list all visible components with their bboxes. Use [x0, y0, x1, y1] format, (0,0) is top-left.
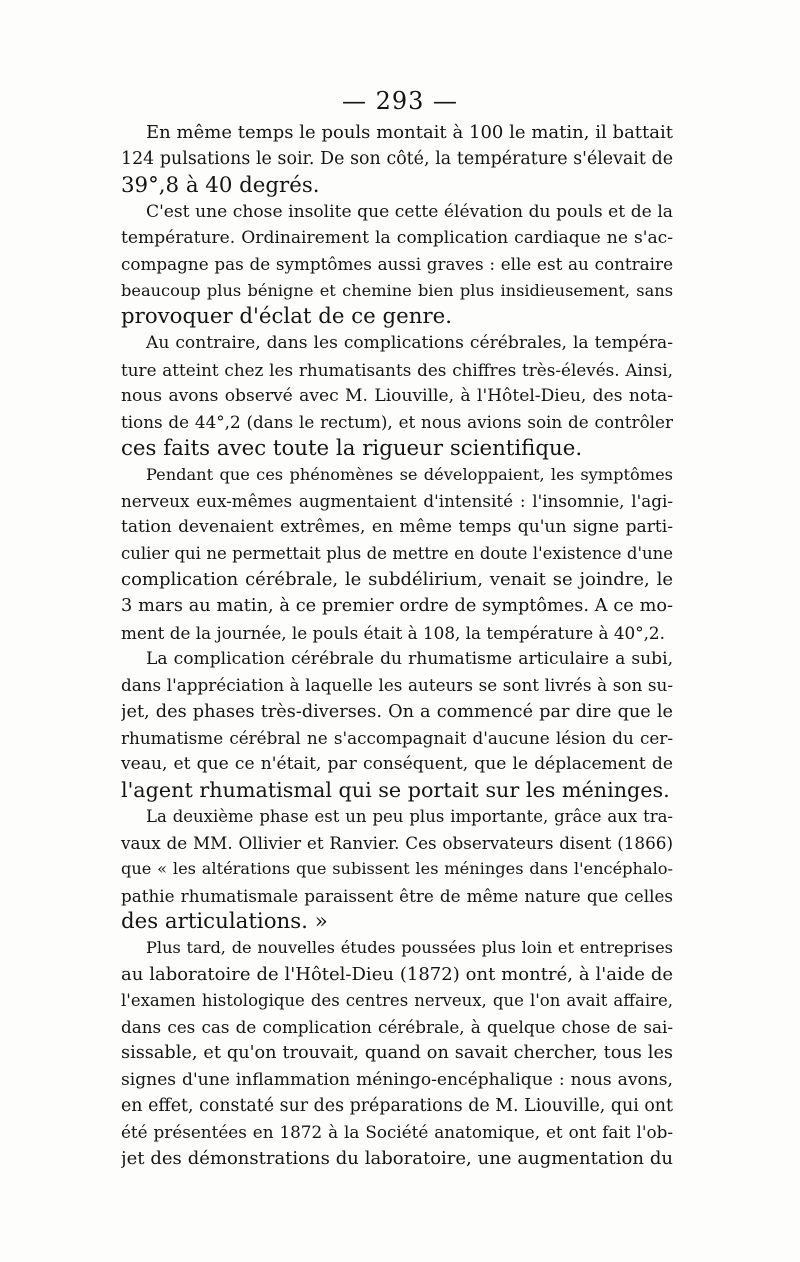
- text-line: Plus tard, de nouvelles études poussées plus loin et entreprises: [146, 938, 673, 958]
- text-line: provoquer d'éclat de ce genre.: [121, 304, 453, 330]
- text-line: 39°,8 à 40 degrés.: [121, 172, 320, 198]
- text-line: que « les altérations que subissent les méninges dans l'encéphalo-: [121, 859, 673, 879]
- text-line: La complication cérébrale du rhumatisme articulaire a subi,: [146, 648, 673, 669]
- text-line: ces faits avec toute la rigueur scientifique.: [121, 435, 583, 461]
- text-line: 124 pulsations le soir. De son côté, la température s'élevait de: [121, 149, 673, 170]
- text-line: nous avons observé avec M. Liouville, à l'Hôtel-Dieu, des nota-: [121, 385, 673, 406]
- text-line: 3 mars au matin, à ce premier ordre de symptômes. A ce mo-: [121, 596, 673, 617]
- text-line: beaucoup plus bénigne et chemine bien plus insidieusement, sans: [121, 280, 673, 300]
- text-line: signes d'une inflammation méningo-encéphalique : nous avons,: [121, 1069, 673, 1090]
- text-line: Pendant que ces phénomènes se développaient, les symptômes: [146, 464, 673, 484]
- text-line: des articulations. »: [121, 908, 328, 934]
- text-line: veau, et que ce n'était, par conséquent, que le déplacement de: [121, 754, 673, 775]
- paragraph: [121, 330, 673, 461]
- text-line: jet, des phases très-diverses. On a commencé par dire que le: [121, 701, 673, 722]
- text-line: dans ces cas de complication cérébrale, à quelque chose de sai-: [121, 1017, 673, 1038]
- text-line: Au contraire, dans les complications cérébrales, la tempéra-: [146, 333, 673, 354]
- text-line: ture atteint chez les rhumatisants des chiffres très-élevés. Ainsi,: [121, 359, 673, 380]
- paragraph: [121, 935, 673, 1172]
- text-line: l'agent rhumatismal qui se portait sur les méninges.: [121, 778, 670, 803]
- paragraph: [121, 199, 673, 330]
- page-number: — 293 —: [341, 87, 459, 115]
- text-line: ment de la journée, le pouls était à 108, la température à 40°,2.: [121, 622, 665, 643]
- text-line: rhumatisme cérébral ne s'accompagnait d'aucune lésion du cer-: [121, 727, 673, 748]
- text-line: vaux de MM. Ollivier et Ranvier. Ces observateurs disent (1866): [121, 833, 673, 854]
- text-line: complication cérébrale, le subdélirium, venait se joindre, le: [121, 569, 673, 591]
- text-line: en effet, constaté sur des préparations de M. Liouville, qui ont: [121, 1095, 673, 1116]
- paragraph: [121, 646, 673, 804]
- text-line: été présentées en 1872 à la Société anatomique, et ont fait l'ob-: [121, 1122, 673, 1143]
- paragraph: [121, 462, 673, 646]
- text-line: tions de 44°,2 (dans le rectum), et nous avions soin de contrôler: [121, 412, 673, 433]
- text-line: compagne pas de symptômes aussi graves : elle est au contraire: [121, 254, 673, 275]
- text-line: température. Ordinairement la complication cardiaque ne s'ac-: [121, 228, 673, 249]
- body-text: [121, 120, 673, 1172]
- text-line: En même temps le pouls montait à 100 le matin, il battait: [146, 122, 673, 143]
- text-line: La deuxième phase est un peu plus importante, grâce aux tra-: [146, 806, 673, 826]
- text-line: dans l'appréciation à laquelle les auteurs se sont livrés à son su-: [121, 675, 673, 696]
- text-line: pathie rhumatismale paraissent être de même nature que celles: [121, 885, 673, 906]
- text-line: tation devenaient extrêmes, en même temps qu'un signe parti-: [121, 517, 673, 538]
- text-line: sissable, et qu'on trouvait, quand on savait chercher, tous les: [121, 1043, 673, 1064]
- text-line: au laboratoire de l'Hôtel-Dieu (1872) ont montré, à l'aide de: [121, 963, 673, 985]
- text-line: jet des démonstrations du laboratoire, une augmentation du: [121, 1147, 673, 1169]
- paragraph: [121, 120, 673, 199]
- text-line: l'examen histologique des centres nerveux, que l'on avait affaire,: [121, 990, 673, 1010]
- paragraph: [121, 804, 673, 935]
- text-line: C'est une chose insolite que cette élévation du pouls et de la: [146, 201, 673, 222]
- text-line: nerveux eux-mêmes augmentaient d'intensité : l'insomnie, l'agi-: [121, 491, 673, 512]
- text-line: culier qui ne permettait plus de mettre en doute l'existence d'une: [121, 543, 673, 563]
